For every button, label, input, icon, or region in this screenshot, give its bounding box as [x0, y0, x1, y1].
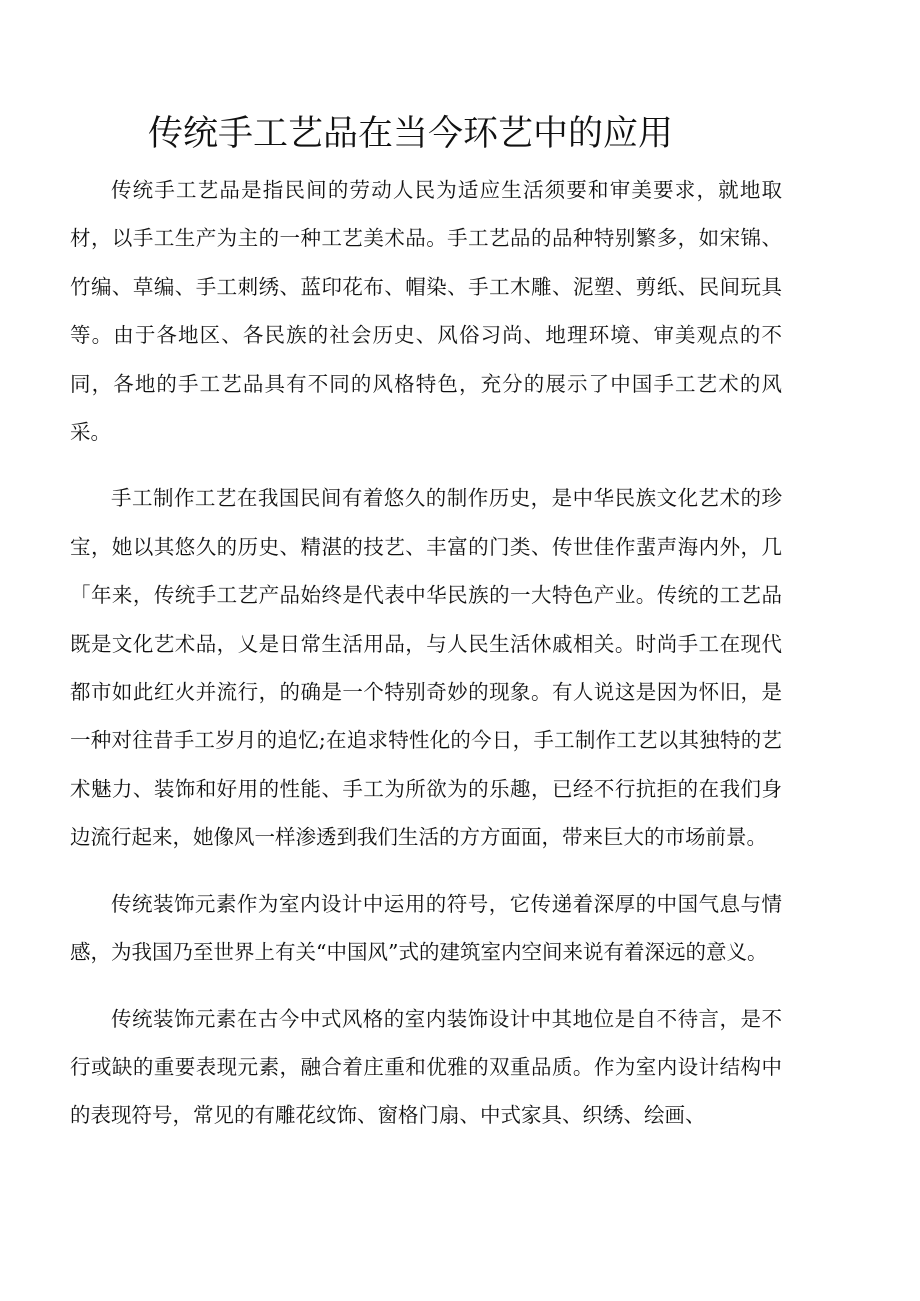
paragraph-4: 传统装饰元素在古今中式风格的室内装饰设计中其地位是自不待言，是不行或缺的重要表现元素，融合着庄重和优雅的双重品质。作为室内设计结构中的表现符号，常见的有雕花纹饰、窗格门扇、中式家具、织绣、绘画、 — [70, 1006, 782, 1128]
paragraph-3: 传统装饰元素作为室内设计中运用的符号，它传递着深厚的中国气息与情感，为我国乃至世界上有关“中国风”式的建筑室内空间来说有着深远的意义。 — [70, 891, 782, 965]
paragraph-2: 手工制作工艺在我国民间有着悠久的制作历史，是中华民族文化艺术的珍宝，她以其悠久的历史、精湛的技艺、丰富的门类、传世佳作蜚声海内外，几「年来，传统手工艺产品始终是代表中华民族的一大特色产业。传统的工艺品既是文化艺术品，乂是日常生活用品，与人民生活休戚相关。时尚手工在现代都市如此红火并流行，的确是一个特别奇妙的现象。有人说这是因为怀旧，是一种对往昔手工岁月的追忆;在追求特性化的今日，手工制作工艺以其独特的艺术魅力、装饰和好用的性能、手工为所欲为的乐趣，已经不行抗拒的在我们身边流行起来，她像风一样渗透到我们生活的方方面面，带来巨大的市场前景。 — [70, 486, 782, 850]
document-title: 传统手工艺品在当今环艺中的应用 — [148, 114, 674, 154]
document-body — [70, 166, 782, 1158]
paragraph-1: 传统手工艺品是指民间的劳动人民为适应生活须要和审美要求，就地取材，以手工生产为主的一种工艺美术品。手工艺品的品种特别繁多，如宋锦、竹编、草编、手工刺绣、蓝印花布、帽染、手工木雕、泥塑、剪纸、民间玩具等。由于各地区、各民族的社会历史、风俗习尚、地理环境、审美观点的不同，各地的手工艺品具有不同的风格特色，充分的展示了中国手工艺术的风采。 — [70, 178, 782, 445]
